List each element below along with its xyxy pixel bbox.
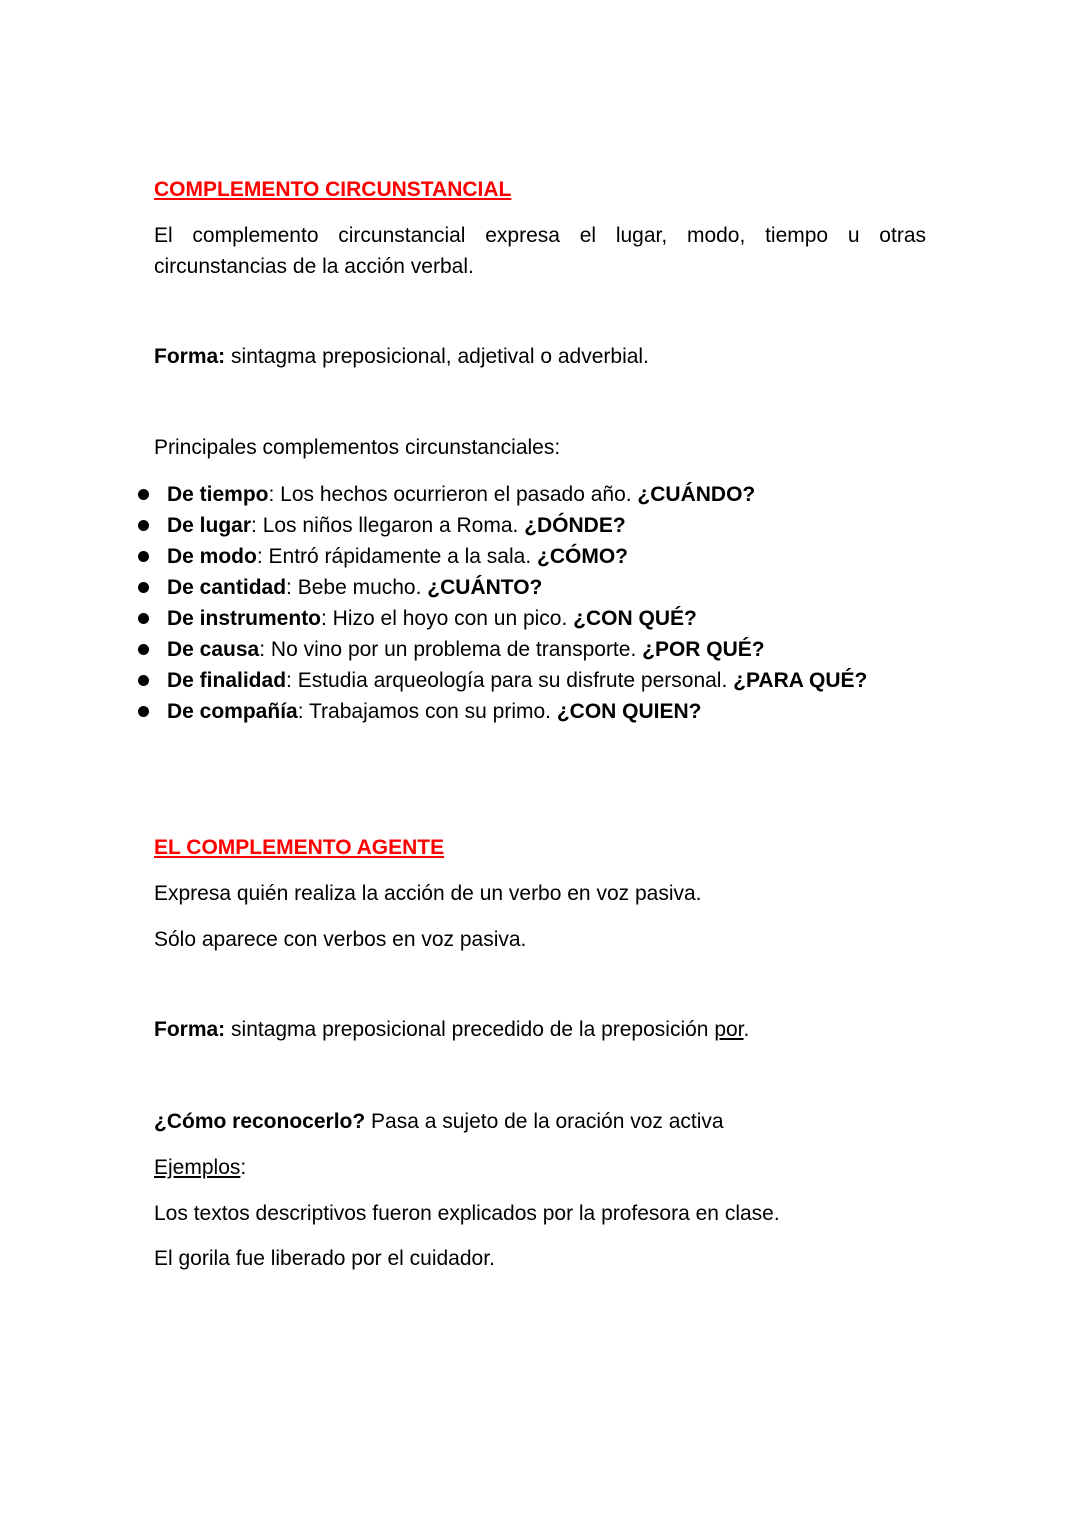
item-type: De compañía bbox=[167, 700, 298, 723]
item-question: ¿DÓNDE? bbox=[524, 514, 626, 537]
list-item bbox=[135, 634, 867, 665]
item-example: : Estudia arqueología para su disfrute personal. bbox=[286, 669, 734, 692]
item-question: ¿POR QUÉ? bbox=[642, 638, 765, 661]
forma-line bbox=[154, 341, 926, 372]
item-type: De tiempo bbox=[167, 483, 269, 506]
ejemplos-colon: : bbox=[240, 1156, 247, 1179]
item-question: ¿PARA QUÉ? bbox=[733, 669, 868, 692]
forma-text: sintagma preposicional, adjetival o adverbial. bbox=[225, 345, 649, 368]
forma-end: . bbox=[743, 1018, 750, 1041]
item-type: De modo bbox=[167, 545, 257, 568]
reconocer-text: Pasa a sujeto de la oración voz activa bbox=[365, 1110, 724, 1133]
example-2: El gorila fue liberado por el cuidador. bbox=[154, 1247, 495, 1270]
forma-preposition: por bbox=[714, 1018, 744, 1041]
bullet-icon bbox=[138, 551, 149, 562]
bullet-icon bbox=[138, 489, 149, 500]
item-question: ¿CUÁNDO? bbox=[637, 483, 756, 506]
reconocer-line bbox=[154, 1106, 926, 1137]
item-example: : Hizo el hoyo con un pico. bbox=[321, 607, 574, 630]
bullet-icon bbox=[138, 520, 149, 531]
list-item bbox=[135, 665, 867, 696]
reconocer-label: ¿Cómo reconocerlo? bbox=[154, 1110, 366, 1133]
bullet-icon bbox=[138, 582, 149, 593]
item-question: ¿CON QUÉ? bbox=[573, 607, 697, 630]
agente-line2: Sólo aparece con verbos en voz pasiva. bbox=[154, 928, 527, 951]
item-example: : No vino por un problema de transporte. bbox=[259, 638, 643, 661]
bullet-icon bbox=[138, 675, 149, 686]
bullet-icon bbox=[138, 706, 149, 717]
list-intro: Principales complementos circunstanciales: bbox=[154, 436, 561, 459]
item-example: : Entró rápidamente a la sala. bbox=[256, 545, 538, 568]
definition-paragraph: El complemento circunstancial expresa el lugar, modo, tiempo u otras circunstancias de la acción verbal. bbox=[154, 224, 926, 278]
bullet-icon bbox=[138, 613, 149, 624]
agente-line1: Expresa quién realiza la acción de un verbo en voz pasiva. bbox=[154, 882, 702, 905]
list-item bbox=[135, 696, 867, 727]
item-example: : Trabajamos con su primo. bbox=[297, 700, 557, 723]
item-type: De causa bbox=[167, 638, 260, 661]
list-item bbox=[135, 479, 867, 510]
item-type: De lugar bbox=[167, 514, 252, 537]
item-question: ¿CÓMO? bbox=[537, 545, 628, 568]
item-example: : Los hechos ocurrieron el pasado año. bbox=[268, 483, 638, 506]
item-question: ¿CUÁNTO? bbox=[427, 576, 543, 599]
forma-label: Forma: bbox=[154, 345, 226, 368]
ejemplos-line bbox=[154, 1152, 926, 1183]
item-type: De finalidad bbox=[167, 669, 287, 692]
forma-text: sintagma preposicional precedido de la preposición bbox=[225, 1018, 715, 1041]
agente-forma-line bbox=[154, 1014, 926, 1045]
forma-label: Forma: bbox=[154, 1018, 226, 1041]
item-type: De cantidad bbox=[167, 576, 287, 599]
item-example: : Los niños llegaron a Roma. bbox=[251, 514, 525, 537]
complement-list bbox=[135, 479, 867, 727]
list-item bbox=[135, 510, 867, 541]
section-title-agente: EL COMPLEMENTO AGENTE bbox=[154, 836, 445, 859]
ejemplos-label: Ejemplos bbox=[154, 1156, 241, 1179]
bullet-icon bbox=[138, 644, 149, 655]
section-title-circunstancial: COMPLEMENTO CIRCUNSTANCIAL bbox=[154, 178, 512, 201]
item-example: : Bebe mucho. bbox=[286, 576, 428, 599]
item-type: De instrumento bbox=[167, 607, 322, 630]
item-question: ¿CON QUIEN? bbox=[556, 700, 702, 723]
example-1: Los textos descriptivos fueron explicados por la profesora en clase. bbox=[154, 1202, 780, 1225]
list-item bbox=[135, 603, 867, 634]
list-item bbox=[135, 572, 867, 603]
list-item bbox=[135, 541, 867, 572]
